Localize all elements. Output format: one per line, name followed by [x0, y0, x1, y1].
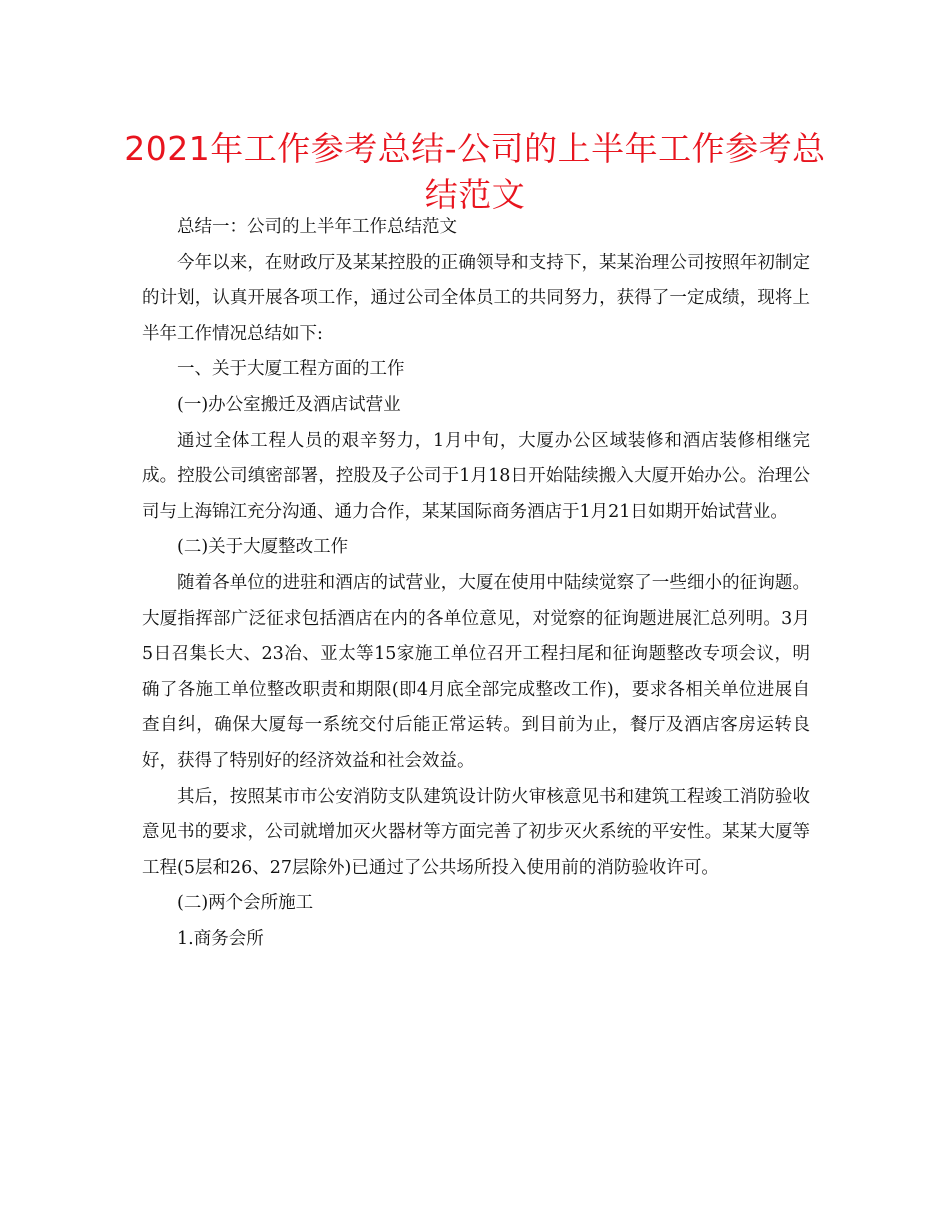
document-body [142, 210, 810, 957]
rectification-paragraph: 随着各单位的进驻和酒店的试营业，大厦在使用中陆续觉察了一些细小的征询题。大厦指挥部广泛征求包括酒店在内的各单位意见，对觉察的征询题进展汇总列明。3月5日召集长大、23冶、亚太等15家施工单位召开工程扫尾和征询题整改专项会议，明确了各施工单位整改职责和期限(即4月底全部完成整改工作)，要求各相关单位进展自查自纠，确保大厦每一系统交付后能正常运转。到目前为止，餐厅及酒店客房运转良好，获得了特别好的经济效益和社会效益。 [142, 572, 810, 771]
list-item-business-club: 1.商务会所 [177, 928, 264, 949]
fire-safety-paragraph: 其后，按照某市市公安消防支队建筑设计防火审核意见书和建筑工程竣工消防验收意见书的要求，公司就增加灭火器材等方面完善了初步灭火系统的平安性。某某大厦等工程(5层和26、27层除外)已通过了公共场所投入使用前的消防验收许可。 [142, 786, 810, 878]
subsection-heading-rectification: (二)关于大厦整改工作 [177, 537, 349, 558]
office-relocation-paragraph: 通过全体工程人员的艰辛努力，1月中旬，大厦办公区域装修和酒店装修相继完成。控股公司缜密部署，控股及子公司于1月18日开始陆续搬入大厦开始办公。治理公司与上海锦江充分沟通、通力合作，某某国际商务酒店于1月21日如期开始试营业。 [142, 430, 810, 522]
subsection-heading-clubhouses: (二)两个会所施工 [177, 893, 314, 914]
document-title: 2021年工作参考总结-公司的上半年工作参考总结范文 [124, 129, 826, 214]
intro-paragraph: 今年以来，在财政厅及某某控股的正确领导和支持下，某某治理公司按照年初制定的计划，认真开展各项工作，通过公司全体员工的共同努力，获得了一定成绩，现将上半年工作情况总结如下: [142, 252, 810, 344]
section-heading-building-project: 一、关于大厦工程方面的工作 [177, 359, 405, 380]
subsection-heading-office-relocation: (一)办公室搬迁及酒店试营业 [177, 394, 401, 415]
section-heading-summary-one: 总结一：公司的上半年工作总结范文 [177, 217, 457, 237]
